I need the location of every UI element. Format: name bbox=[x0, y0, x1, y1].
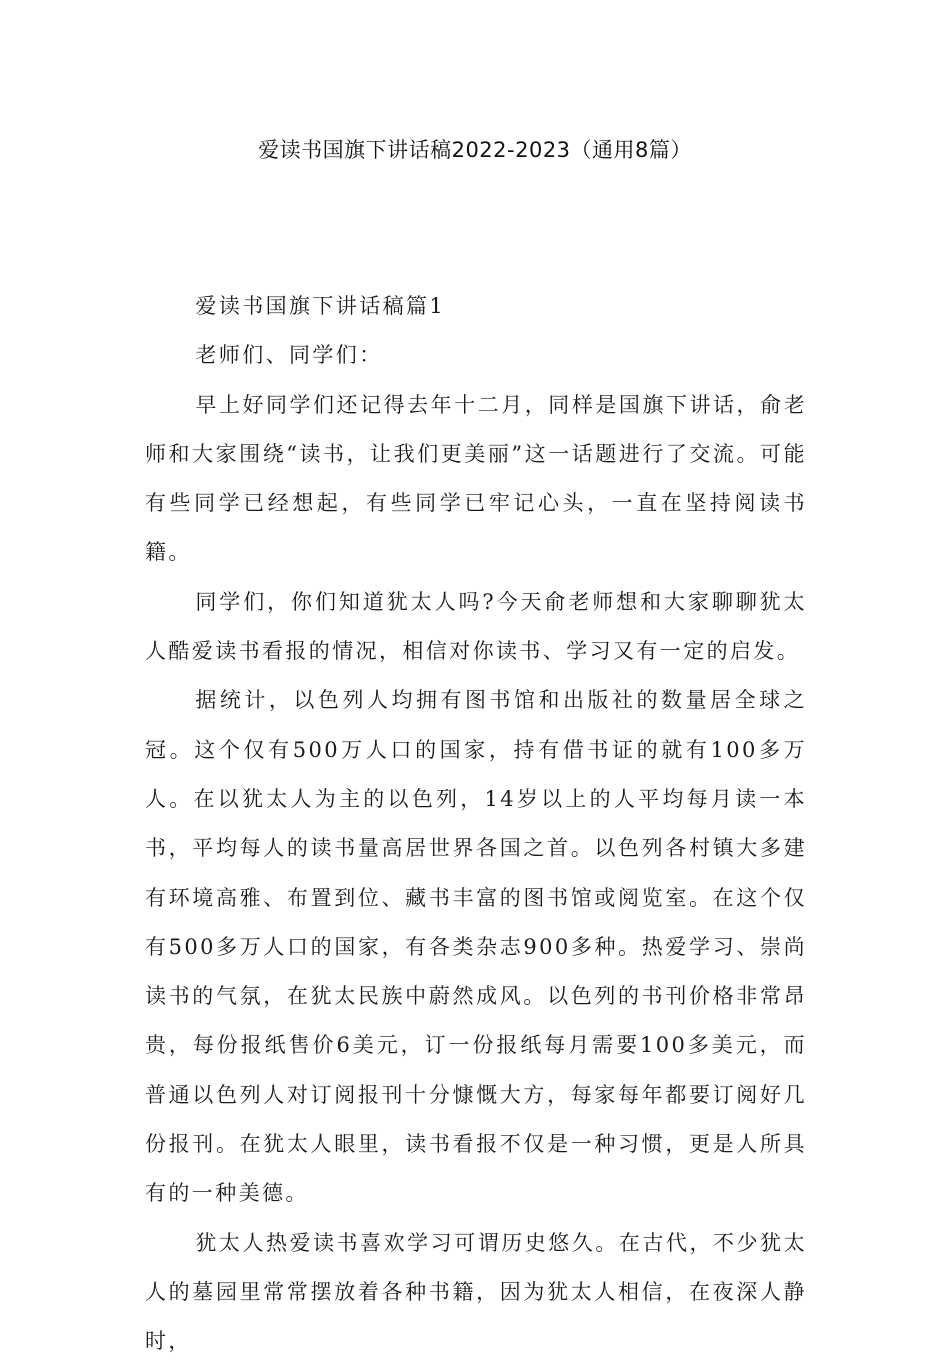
salutation: 老师们、同学们： bbox=[195, 343, 383, 368]
document-body bbox=[145, 282, 807, 1367]
paragraph: 据统计，以色列人均拥有图书馆和出版社的数量居全球之冠。这个仅有500万人口的国家，持有借书证的就有100多万人。在以犹太人为主的以色列，14岁以上的人平均每月读一本书，平均每人的读书量高居世界各国之首。以色列各村镇大多建有环境高雅、布置到位、藏书丰富的图书馆或阅览室。在这个仅有500多万人口的国家，有各类杂志900多种。热爱学习、崇尚读书的气氛，在犹太民族中蔚然成风。以色列的书刊价格非常昂贵，每份报纸售价6美元，订一份报纸每月需要100多美元，而普通以色列人对订阅报刊十分慷慨大方，每家每年都要订阅好几份报刊。在犹太人眼里，读书看报不仅是一种习惯，更是人所具有的一种美德。 bbox=[145, 688, 807, 1206]
paragraph: 犹太人热爱读书喜欢学习可谓历史悠久。在古代，不少犹太人的墓园里常常摆放着各种书籍，因为犹太人相信，在夜深人静时， bbox=[145, 1230, 807, 1354]
paragraph: 早上好同学们还记得去年十二月，同样是国旗下讲话，俞老师和大家围绕“读书，让我们更美丽”这一话题进行了交流。可能有些同学已经想起，有些同学已牢记心头，一直在坚持阅读书籍。 bbox=[145, 392, 807, 565]
section-heading: 爱读书国旗下讲话稿篇1 bbox=[195, 294, 446, 318]
document-title: 爱读书国旗下讲话稿2022-2023（通用8篇） bbox=[258, 138, 692, 162]
paragraph: 同学们，你们知道犹太人吗?今天俞老师想和大家聊聊犹太人酷爱读书看报的情况，相信对你读书、学习又有一定的启发。 bbox=[145, 589, 807, 664]
